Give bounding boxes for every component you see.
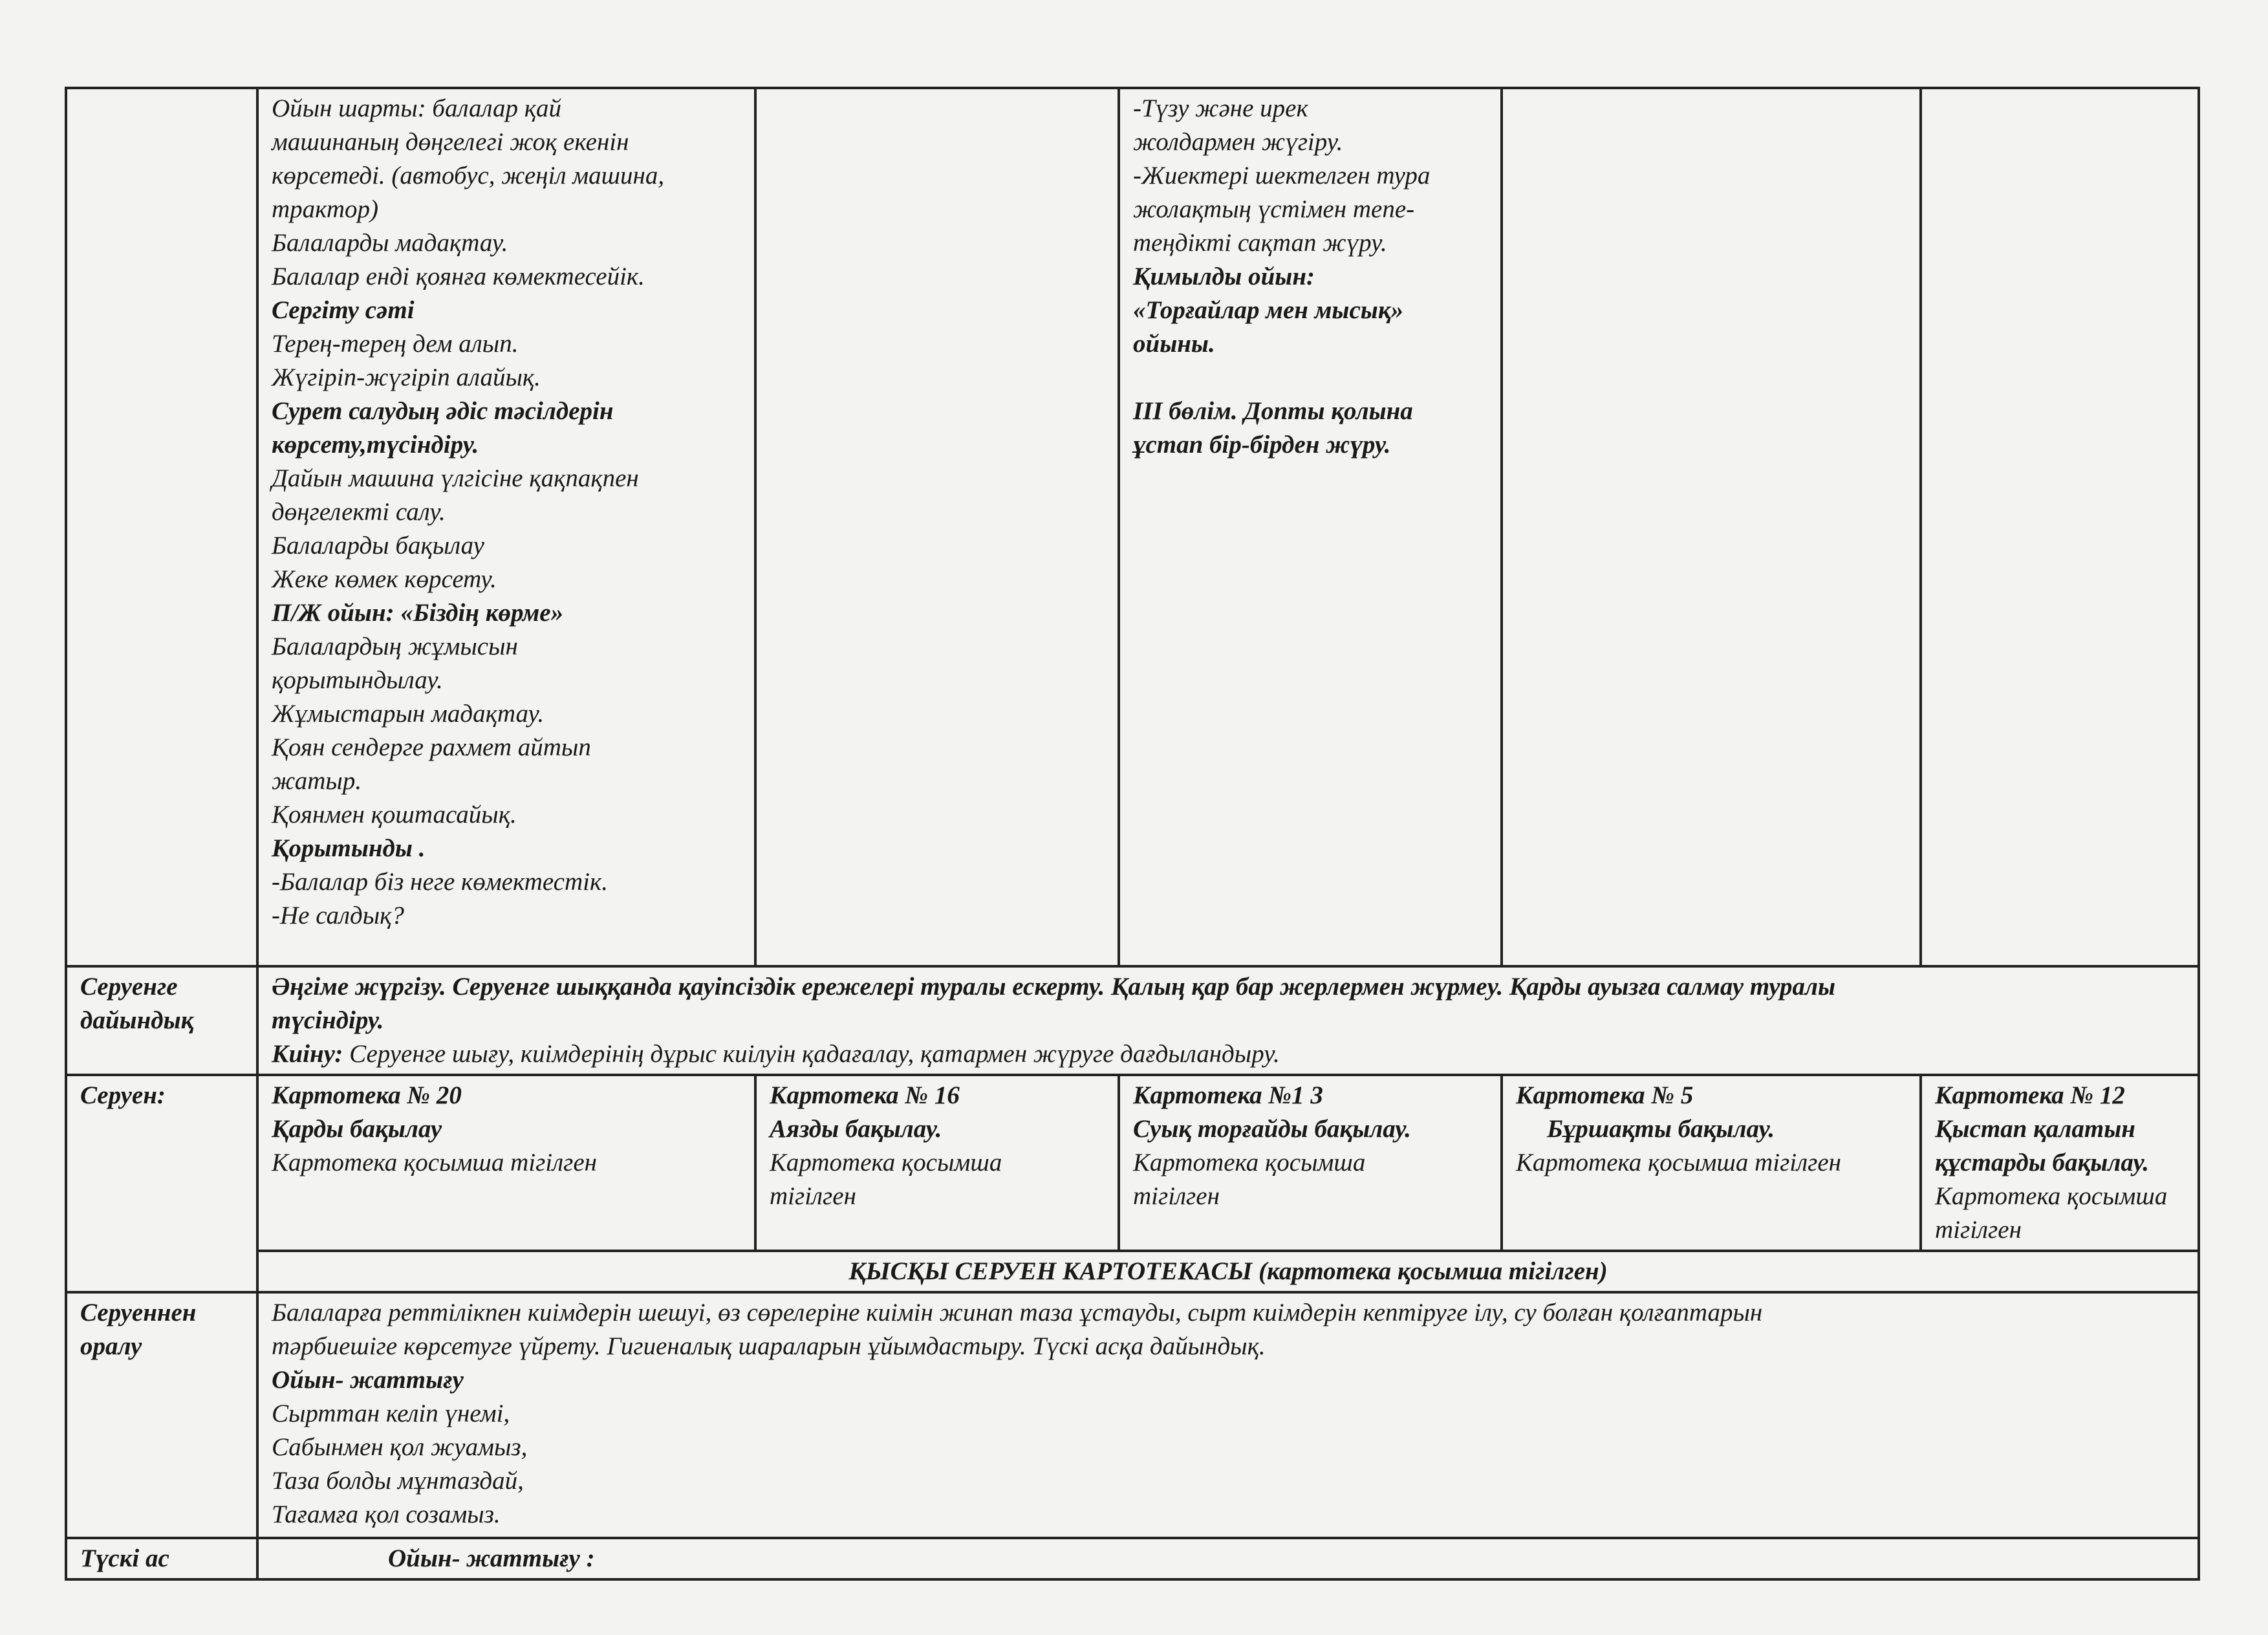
walk-label: Серуен: [66, 1075, 257, 1292]
walk-prep-row [66, 966, 2199, 1075]
walk-card-1: Картотека № 20 Қарды бақылау Картотека қосымша тігілген [257, 1075, 755, 1251]
walk-card-5: Картотека № 12 Қыстап қалатын құстарды бақылау. Картотека қосымша тігілген [1921, 1075, 2199, 1251]
activity-content-cell [257, 88, 755, 966]
walk-card-2: Картотека № 16 Аязды бақылау. Картотека қосымша тігілген [755, 1075, 1119, 1251]
activity-line: П/Ж ойын: «Біздің көрме» [272, 599, 564, 627]
activity-line: Терең-терең дем алып. [272, 330, 519, 358]
winter-walk-note: (картотека қосымша тігілген) [1252, 1257, 1608, 1285]
walk-row [66, 1075, 2199, 1251]
physical-activity-line: ІІІ бөлім. Допты қолына [1133, 397, 1413, 425]
winter-walk-title-cell [257, 1251, 2199, 1292]
activity-line: Балалардың жұмысын [272, 633, 518, 660]
physical-activity-line: «Торғайлар мен мысық» [1133, 296, 1404, 324]
activity-line: Балалар енді қоянға көмектесейік. [272, 263, 645, 290]
activity-line: көрсетеді. (автобус, жеңіл машина, [272, 162, 665, 189]
activity-line: Жұмыстарын мадақтау. [272, 700, 545, 728]
return-content: Балаларға реттілікпен киімдерін шешуі, өз сөрелеріне киімін жинап таза ұстауды, сырт киімдерін кептіруге ілу, су болған қолғаптарын тәрбиешіге көрсетуге үйрету. Гигиеналық шараларын ұйымдастыру. Түскі асқа дайындық. Ойын- жаттығу Сырттан келіп үнемі, Сабынмен қол жуамыз, Таза болды мұнтаздай, Тағамға қол созамыз. [257, 1292, 2199, 1538]
activity-line: Жеке көмек көрсету. [272, 565, 497, 593]
activity-line: Қоянмен қоштасайық. [272, 801, 517, 828]
physical-activity-line: ойыны. [1133, 330, 1215, 358]
activity-line: машинаның дөңгелегі жоқ екенін [272, 128, 629, 156]
empty-cell-3 [755, 88, 1119, 966]
return-label: Серуеннен оралу [66, 1292, 257, 1538]
activity-line: Балаларды мадақтау. [272, 229, 508, 257]
activity-line: Сурет салудың әдіс тәсілдерін [272, 397, 614, 425]
walk-prep-content: Әңгіме жүргізу. Серуенге шыққанда қауіпсіздік ережелері туралы ескерту. Қалың қар бар жерлермен жүрмеу. Қарды ауызға салмау туралы түсіндіру. Киіну: Серуенге шығу, киімдерінің дұрыс киілуін қадағалау, қатармен жүруге дағдыландыру. [257, 966, 2199, 1075]
activity-line: көрсету,түсіндіру. [272, 431, 479, 459]
activity-line: Қорытынды . [272, 834, 426, 862]
physical-activity-line: теңдікті сақтап жүру. [1133, 229, 1387, 257]
lunch-content: Ойын- жаттығу : [257, 1538, 2199, 1579]
lunch-row [66, 1538, 2199, 1579]
activity-line: Қоян сендерге рахмет айтып [272, 733, 591, 761]
physical-activity-line: жолдармен жүгіру. [1133, 128, 1343, 156]
physical-activity-line: ұстап бір-бірден жүру. [1133, 431, 1391, 459]
winter-walk-title: ҚЫСҚЫ СЕРУЕН КАРТОТЕКАСЫ [848, 1257, 1253, 1285]
activity-line: -Балалар біз неге көмектестік. [272, 868, 608, 896]
physical-activity-line [1133, 361, 1487, 395]
physical-activity-cell [1119, 88, 1502, 966]
activity-line: Балаларды бақылау [272, 532, 484, 559]
walk-card-3: Картотека №1 3 Суық торғайды бақылау. Картотека қосымша тігілген [1119, 1075, 1502, 1251]
empty-cell-5 [1502, 88, 1921, 966]
activity-line: Дайын машина үлгісіне қақпақпен [272, 464, 639, 492]
activity-line: дөңгелекті салу. [272, 498, 446, 526]
activity-line: Сергіту сәті [272, 296, 415, 324]
activity-row [66, 88, 2199, 966]
activity-line: Ойын шарты: балалар қай [272, 94, 561, 122]
activity-line: -Не салдық? [272, 902, 404, 929]
return-row [66, 1292, 2199, 1538]
physical-activity-line: жолақтың үстімен тепе- [1133, 195, 1415, 223]
lunch-label: Түскі ас [66, 1538, 257, 1579]
physical-activity-line: -Жиектері шектелген тура [1133, 162, 1431, 189]
empty-cell-6 [1921, 88, 2199, 966]
physical-activity-line: Қимылды ойын: [1133, 263, 1315, 290]
physical-activity-line: -Түзу және ирек [1133, 94, 1308, 122]
activity-line: жатыр. [272, 767, 362, 795]
winter-walk-row [66, 1251, 2199, 1292]
activity-line: қорытындылау. [272, 666, 443, 694]
activity-line: Жүгіріп-жүгіріп алайық. [272, 363, 541, 391]
activity-line: трактор) [272, 195, 379, 223]
walk-prep-label: Серуенге дайындық [66, 966, 257, 1075]
daily-plan-table [65, 87, 2200, 1581]
walk-card-4: Картотека № 5 Бұршақты бақылау. Картотека қосымша тігілген [1502, 1075, 1921, 1251]
activity-label-cell [66, 88, 257, 966]
